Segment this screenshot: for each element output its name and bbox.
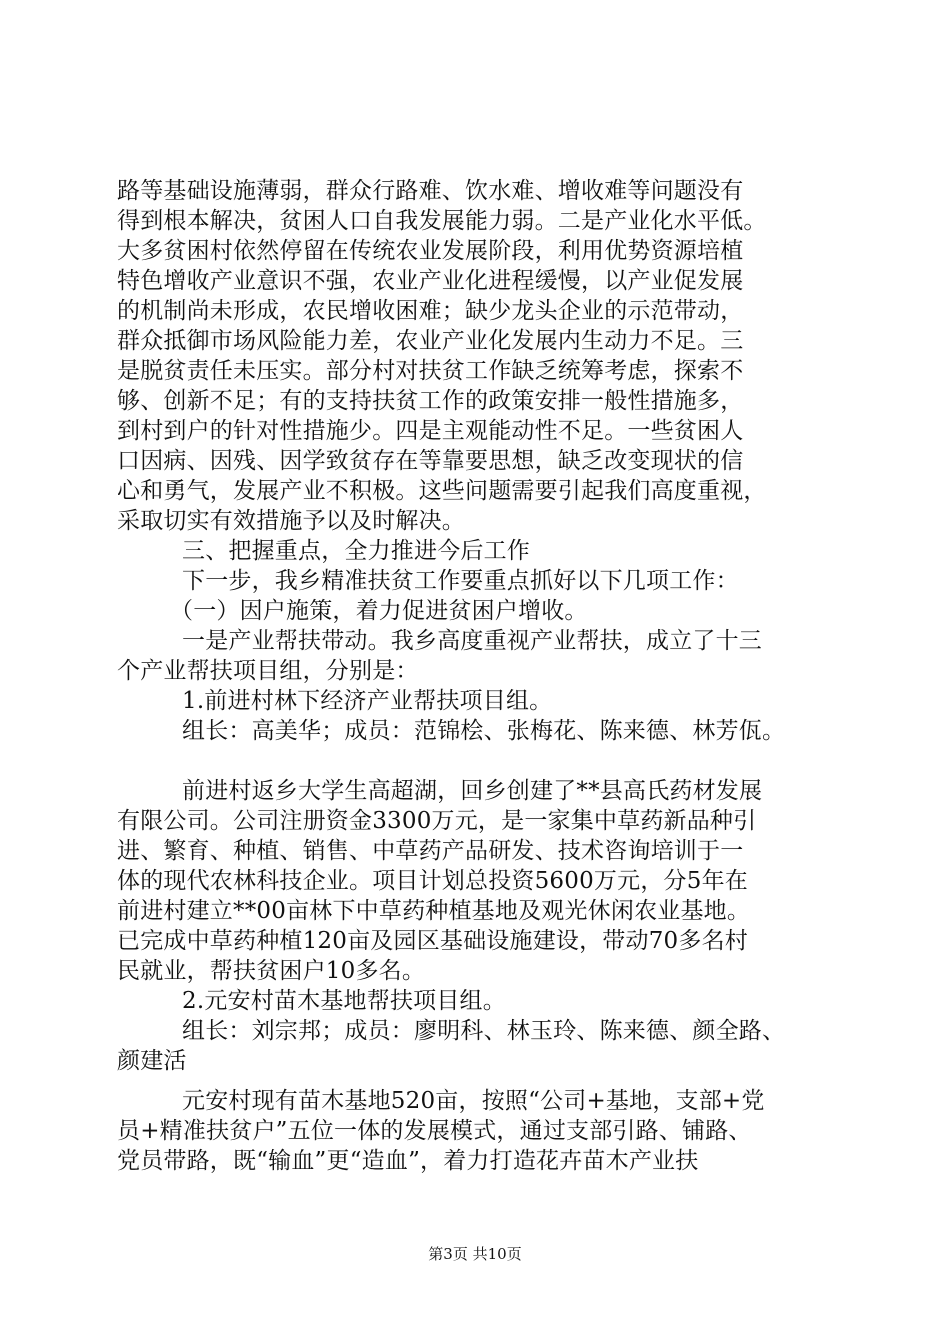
text-line: 一是产业帮扶带动。我乡高度重视产业帮扶，成立了十三	[182, 628, 762, 654]
text-line: 是脱贫责任未压实。部分村对扶贫工作缺乏统筹考虑，探索不	[117, 358, 744, 384]
text-line: 路等基础设施薄弱，群众行路难、饮水难、增收难等问题没有	[117, 178, 744, 204]
subsection-heading: （一）因户施策，着力促进贫困户增收。	[170, 598, 588, 624]
text-line: 到村到户的针对性措施少。四是主观能动性不足。一些贫困人	[117, 418, 744, 444]
text-line: 群众抵御市场风险能力差，农业产业化发展内生动力不足。三	[117, 328, 744, 354]
text-line: 员+精准扶贫户”五位一体的发展模式，通过支部引路、铺路、	[117, 1118, 752, 1144]
text-line: 组长：刘宗邦；成员：廖明科、林玉玲、陈来德、颜全路、	[182, 1018, 786, 1044]
list-item: 2.元安村苗木基地帮扶项目组。	[182, 988, 506, 1014]
text-line: 组长：高美华；成员：范锦桧、张梅花、陈来德、林芳佤。	[182, 718, 786, 744]
text-line: 体的现代农林科技企业。项目计划总投资5600万元，分5年在	[117, 868, 748, 894]
list-item: 1.前进村林下经济产业帮扶项目组。	[182, 688, 553, 714]
text-line: 元安村现有苗木基地520亩，按照“公司+基地，支部+党	[182, 1088, 765, 1114]
text-line: 进、繁育、种植、销售、中草药产品研发、技术咨询培训于一	[117, 838, 744, 864]
text-line: 的机制尚未形成，农民增收困难；缺少龙头企业的示范带动，	[117, 298, 744, 324]
text-line: 个产业帮扶项目组，分别是：	[117, 658, 419, 684]
text-line: 民就业，帮扶贫困户10多名。	[117, 958, 426, 984]
section-heading: 三、把握重点，全力推进今后工作	[182, 538, 530, 564]
text-line: 够、创新不足；有的支持扶贫工作的政策安排一般性措施多，	[117, 388, 744, 414]
text-line: 有限公司。公司注册资金3300万元，是一家集中草药新品种引	[117, 808, 757, 834]
text-line: 党员带路，既“输血”更“造血”，着力打造花卉苗木产业扶	[117, 1148, 699, 1174]
page-number: 第3页 共10页	[428, 1245, 522, 1263]
text-line: 心和勇气，发展产业不积极。这些问题需要引起我们高度重视，	[117, 478, 767, 504]
text-line: 特色增收产业意识不强，农业产业化进程缓慢，以产业促发展	[117, 268, 744, 294]
text-line: 口因病、因残、因学致贫存在等靠要思想，缺乏改变现状的信	[117, 448, 744, 474]
text-line: 得到根本解决，贫困人口自我发展能力弱。二是产业化水平低。	[117, 208, 767, 234]
text-line: 下一步，我乡精准扶贫工作要重点抓好以下几项工作：	[182, 568, 739, 594]
text-line: 大多贫困村依然停留在传统农业发展阶段，利用优势资源培植	[117, 238, 744, 264]
text-line: 颜建活	[117, 1048, 187, 1074]
text-line: 前进村返乡大学生高超湖，回乡创建了**县高氏药材发展	[182, 778, 763, 804]
text-line: 已完成中草药种植120亩及园区基础设施建设，带动70多名村	[117, 928, 748, 954]
text-line: 前进村建立**00亩林下中草药种植基地及观光休闲农业基地。	[117, 898, 751, 924]
text-line: 采取切实有效措施予以及时解决。	[117, 508, 465, 534]
